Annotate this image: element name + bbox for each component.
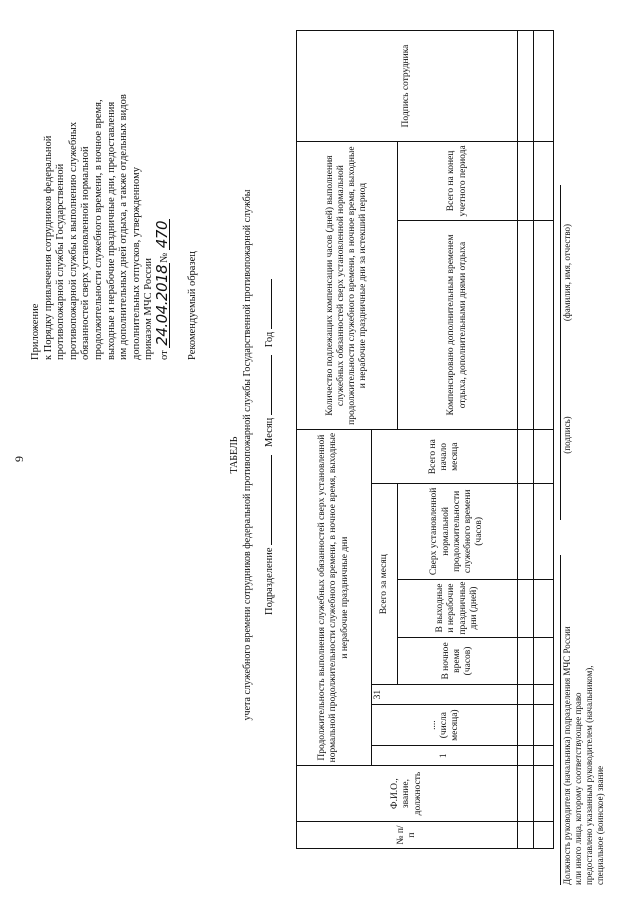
timesheet-table <box>296 30 554 849</box>
col-fio-header: Ф.И.О., звание, должность <box>297 766 518 822</box>
title-subtitle: учета служебного времени сотрудников федеральной противопожарной службы Государственной противопожарной службы <box>241 189 253 721</box>
document-title <box>229 155 254 755</box>
appendix-line: дополнительных отпусков, утвержденному <box>130 167 142 360</box>
recommended-sample-label: Рекомендуемый образец <box>187 251 198 360</box>
col-night-header: В ночное время (часов) <box>398 637 518 685</box>
compensation-group-header: Количество подлежащих компенсации часов (дней) выполнения служебных обязанностей сверх установленной нормальной продолжительности служебного времени, в ночное время, выходные и нерабочие праздничные дни за истекший период <box>297 142 398 430</box>
col-holidays-header: В выходные и нерабочие праздничные дни (дней) <box>398 579 518 637</box>
appendix-line: им дополнительных дней отдыха, а также отдельных видов <box>118 94 130 360</box>
name-caption: (фамилия, имя, отчество) <box>562 223 572 322</box>
col-start-header: Всего на начало месяца <box>372 430 518 484</box>
name-line <box>560 185 561 360</box>
order-number-handwritten: 470 <box>152 220 171 249</box>
appendix-line: противопожарной службы к выполнению служебных <box>67 121 79 360</box>
day-dots: .... <box>427 720 438 730</box>
table-row <box>534 31 554 849</box>
footer-position-block <box>560 525 606 885</box>
position-line <box>560 555 561 885</box>
col-compensated-header: Компенсировано дополнительным временем отдыха, дополнительными днями отдыха <box>398 220 518 429</box>
day-first-header: 1 <box>372 746 518 766</box>
page-number: 9 <box>12 456 26 462</box>
footer-position-line: или иного лица, которому соответствующее право <box>573 692 583 885</box>
footer-position-line: специальное (воинское) звание <box>595 765 605 885</box>
order-number-label: № <box>158 252 170 263</box>
month-label: Месяц <box>264 417 275 447</box>
footer-name-block <box>560 185 572 360</box>
day-dots-caption: (числа месяца) <box>438 709 461 741</box>
footer-position-line: предоставлено указанным руководителем (начальником), <box>584 665 594 885</box>
header-fields <box>262 195 275 615</box>
footer-signature-block <box>560 350 572 520</box>
order-line <box>152 15 172 360</box>
duration-group-header: Продолжительность выполнения служебных обязанностей сверх установленной нормальной продолжительности служебного времени, в ночное время, выходные и нерабочие праздничные дни <box>297 430 372 766</box>
col-signature-header: Подпись сотрудника <box>297 31 518 142</box>
col-end-header: Всего на конец учетного периода <box>398 142 518 221</box>
day-last-header: 31 <box>372 685 518 705</box>
year-label: Год <box>264 331 275 348</box>
table-row <box>518 31 534 849</box>
footer-position-line: Должность руководителя (начальника) подразделения МЧС России <box>562 626 572 885</box>
appendix-line: приказом МЧС России <box>143 258 155 360</box>
appendix-line: противопожарной службы Государственной <box>55 163 67 360</box>
appendix-block <box>30 15 172 360</box>
signature-caption: (подпись) <box>562 416 572 454</box>
appendix-line: продолжительности служебного времени, в ночное время, <box>92 99 104 360</box>
month-blank <box>262 355 272 415</box>
order-prefix: от <box>158 350 170 360</box>
department-label: Подразделение <box>264 547 275 615</box>
signature-line <box>560 350 561 520</box>
appendix-line: к Порядку привлечения сотрудников федеральной <box>42 135 54 360</box>
appendix-line: обязанностей сверх установленной нормальной <box>80 146 92 360</box>
day-range-header <box>372 704 518 745</box>
order-date-handwritten: 24.04.2018 <box>152 264 171 346</box>
year-blank <box>262 279 272 329</box>
col-overtime-header: Сверх установленной нормальной продолжительности служебного времени (часов) <box>398 484 518 579</box>
appendix-line: выходные и нерабочие праздничные дни, предоставления <box>105 101 117 360</box>
department-blank <box>262 455 272 545</box>
title-main: ТАБЕЛЬ <box>229 436 240 474</box>
appendix-line: Приложение <box>30 303 41 360</box>
month-total-group-header: Всего за месяц <box>372 484 398 685</box>
col-number-header: № п/п <box>297 822 518 849</box>
